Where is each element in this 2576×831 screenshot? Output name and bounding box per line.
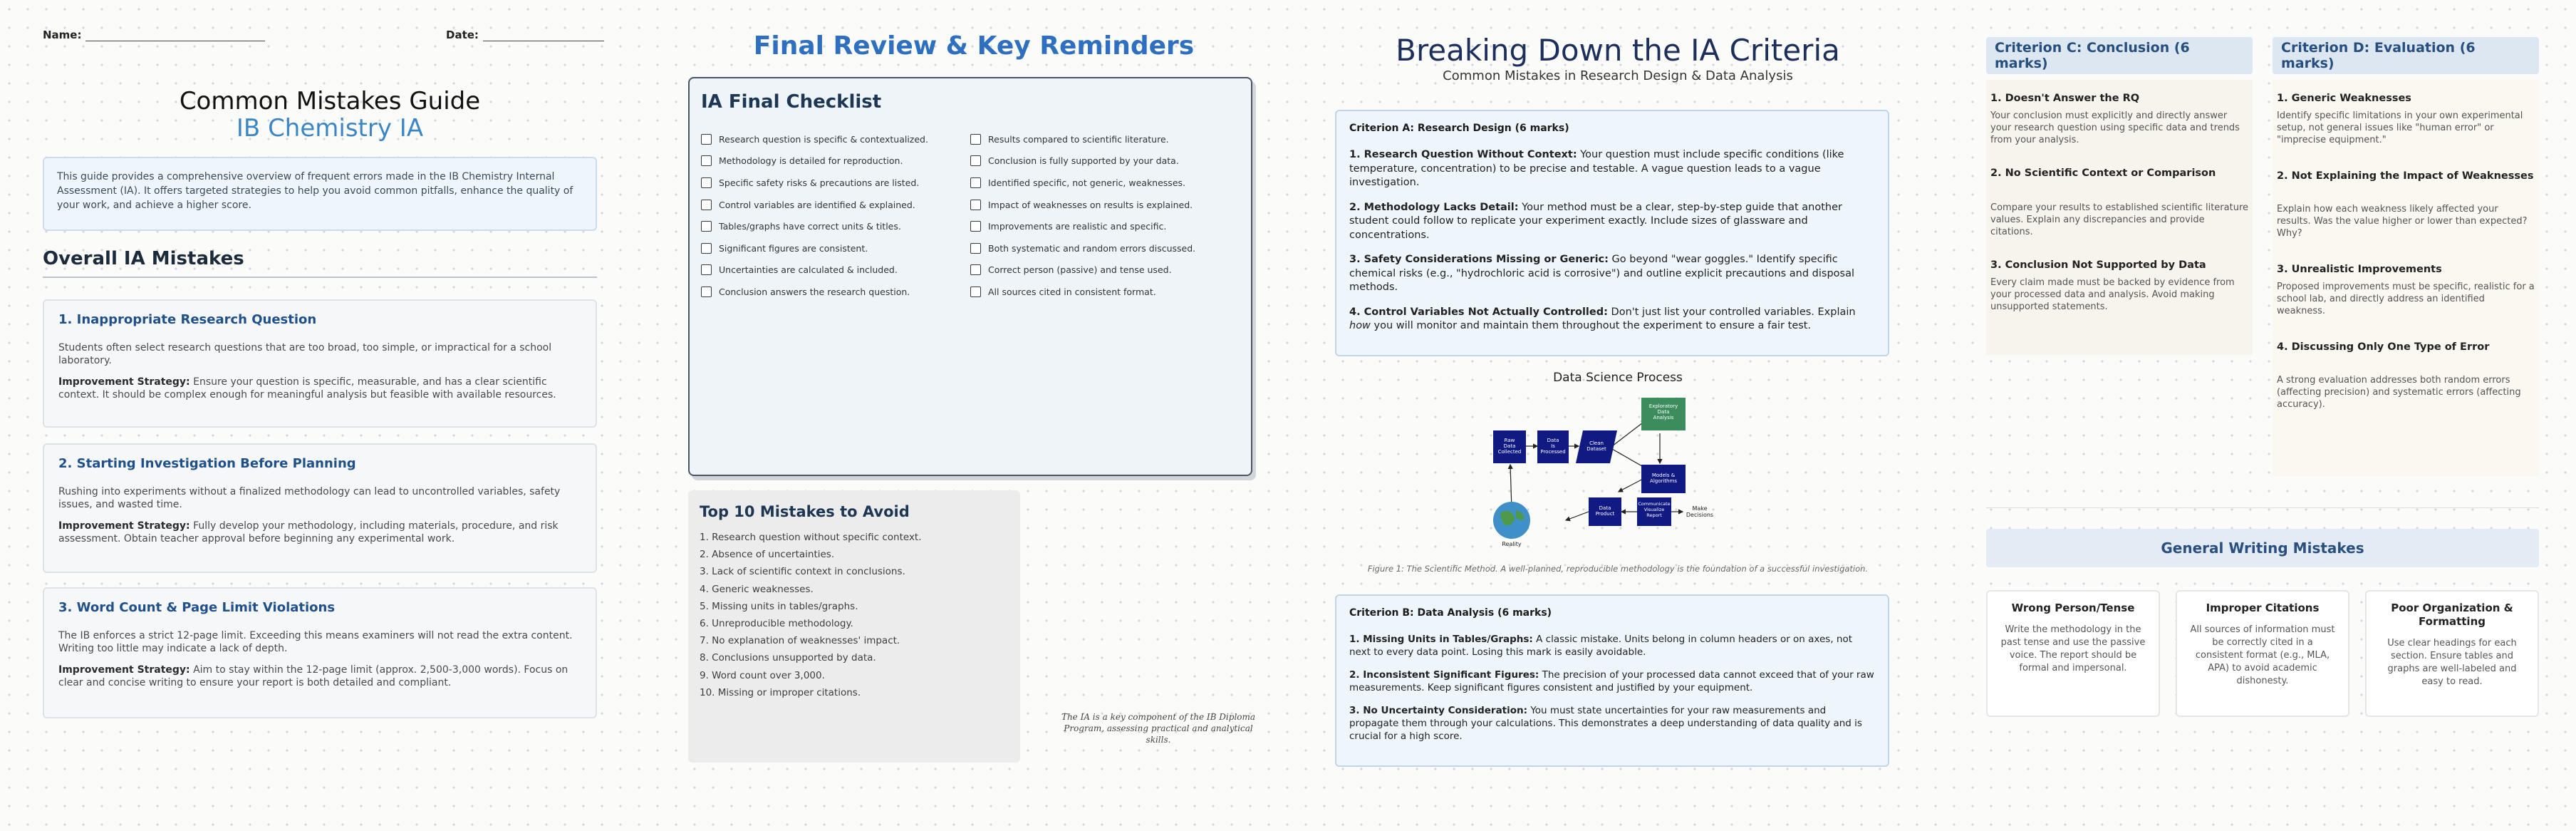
checkbox[interactable] <box>701 200 712 210</box>
card-text: Write the methodology in the past tense and use the passive voice. The report should be formal and impersonal. <box>2000 624 2146 673</box>
item-text: Every claim made must be backed by evidence from your processed data and analysis. Avoid making unsupported statements. <box>1990 277 2235 312</box>
page-final-review <box>660 0 1288 831</box>
node-report-label: Communicate Visualize Report <box>1638 501 1671 518</box>
checkbox[interactable] <box>701 177 712 188</box>
checklist-item[interactable] <box>701 194 970 216</box>
checklist-column-right <box>970 128 1240 303</box>
list-item: 2. Absence of uncertainties. <box>700 549 835 561</box>
strategy-label: Improvement Strategy: <box>58 664 190 676</box>
criterion-item <box>2273 341 2539 411</box>
general-divider <box>1986 507 2539 508</box>
checklist-label: Research question is specific & contextualized. <box>719 133 928 145</box>
checklist-label: Methodology is detailed for reproduction. <box>719 155 903 167</box>
checkbox[interactable] <box>970 264 981 275</box>
footnote: The IA is a key component of the IB Diploma Program, assessing practical and analytical skills. <box>1061 712 1256 745</box>
checkbox[interactable] <box>970 177 981 188</box>
node-reality-label: Reality <box>1502 541 1522 547</box>
criterion-item <box>1986 167 2253 238</box>
top10-box <box>688 490 1020 763</box>
criterion-item <box>1986 259 2253 313</box>
name-field[interactable] <box>43 29 265 41</box>
criterion-d-body <box>2273 80 2539 476</box>
date-label: Date: <box>446 29 479 41</box>
node-eda-label: Exploratory Data Analysis <box>1648 403 1678 420</box>
item-lead: 4. Control Variables Not Actually Controlled: <box>1349 306 1608 318</box>
name-date-row <box>43 29 628 48</box>
checklist-item[interactable] <box>701 172 970 194</box>
section-divider <box>43 277 597 278</box>
node-models-label: Models & Algorithms <box>1650 473 1677 484</box>
name-label: Name: <box>43 29 82 41</box>
item-text: You must state uncertainties for your raw measurements and propagate them through your calculations. This demonstrates a deep understanding of data quality and is crucial for a high score. <box>1349 705 1862 742</box>
checkbox[interactable] <box>970 200 981 210</box>
node-clean-dataset-label: Clean Dataset <box>1586 440 1606 452</box>
card-text: Use clear headings for each section. Ensure tables and graphs are well-labeled and easy to read. <box>2387 638 2517 687</box>
checklist-item[interactable] <box>970 215 1240 237</box>
item-text: Explain how each weakness likely affected your results. Was the value higher or lower than expected? Why? <box>2277 204 2528 239</box>
node-decisions-label: Make Decisions <box>1686 505 1714 518</box>
mistake-desc: Rushing into experiments without a finalized methodology can lead to uncontrolled variables, safety issues, and wasted time. <box>58 486 561 510</box>
criterion-d-column <box>2273 37 2539 476</box>
criterion-item <box>2273 93 2539 146</box>
item-title: 3. Unrealistic Improvements <box>2277 264 2442 275</box>
intro-box: This guide provides a comprehensive overview of frequent errors made in the IB Chemistry Internal Assessment (IA). It offers targeted strategies to help you avoid common pitfalls, enhance the quality of your work, and achieve a higher score. <box>43 157 597 231</box>
checklist-item[interactable] <box>701 259 970 282</box>
item-text: A classic mistake. Units belong in column headers or on axes, not next to every data point. Losing this mark is easily avoidable. <box>1349 634 1853 658</box>
criterion-a-item <box>1349 306 1875 334</box>
checklist-label: Specific safety risks & precautions are listed. <box>719 177 920 188</box>
criterion-a-item <box>1349 201 1875 243</box>
mistake-strategy <box>58 520 581 545</box>
item-text-emphasis: how <box>1349 320 1371 331</box>
mistake-strategy <box>58 664 581 689</box>
item-text: Compare your results to established scientific literature values. Explain any discrepancies and provide citations. <box>1990 202 2249 237</box>
checklist-item[interactable] <box>970 194 1240 216</box>
strategy-text: Fully develop your methodology, including materials, procedure, and risk assessment. Obtain teacher approval before beginning any experimental work. <box>58 520 559 544</box>
list-item: 5. Missing units in tables/graphs. <box>700 600 858 612</box>
page-criteria <box>1304 0 1932 831</box>
checkbox[interactable] <box>970 243 981 254</box>
checklist-item[interactable] <box>701 281 970 303</box>
checklist-label: Impact of weaknesses on results is explained. <box>988 199 1193 210</box>
checklist-label: Control variables are identified & explained. <box>719 199 915 210</box>
checklist-label: Conclusion answers the research question. <box>719 286 910 297</box>
criterion-item <box>2273 264 2539 317</box>
checklist-item[interactable] <box>701 128 970 150</box>
mistake-title: 2. Starting Investigation Before Planning <box>58 456 356 471</box>
checkbox[interactable] <box>701 287 712 297</box>
card-title: Wrong Person/Tense <box>2011 602 2135 614</box>
criterion-b-box <box>1335 594 1889 767</box>
top10-list <box>700 532 1009 704</box>
item-text: Identify specific limitations in your own experimental setup, not general issues like "human error" or "imprecise equipment." <box>2277 110 2523 145</box>
mistake-strategy <box>58 376 581 401</box>
general-writing-card <box>1986 590 2160 717</box>
page-subtitle: Common Mistakes in Research Design & Data Analysis <box>1443 68 1793 83</box>
item-lead: 3. No Uncertainty Consideration: <box>1349 705 1528 716</box>
date-line <box>483 30 604 41</box>
criterion-a-item <box>1349 253 1875 295</box>
list-item: 9. Word count over 3,000. <box>700 669 825 681</box>
mistake-card <box>43 587 597 718</box>
criterion-a-title: Criterion A: Research Design (6 marks) <box>1349 123 1569 134</box>
checkbox[interactable] <box>701 221 712 232</box>
criterion-b-item <box>1349 704 1875 743</box>
item-text: Your conclusion must explicitly and directly answer your research question using specific data and trends from your analysis. <box>1990 110 2240 145</box>
criterion-b-item <box>1349 669 1875 694</box>
diagram-title: Data Science Process <box>1553 371 1683 385</box>
checkbox[interactable] <box>970 221 981 232</box>
item-text: Your method must be a clear, step-by-step guide that another student could follow to replicate your experiment exactly. Include sizes of glassware and concentrations. <box>1349 201 1842 241</box>
item-title: 1. Generic Weaknesses <box>2277 93 2411 104</box>
checklist-label: Conclusion is fully supported by your data. <box>988 155 1179 167</box>
item-text: you will monitor and maintain them throughout the experiment to ensure a fair test. <box>1370 320 1812 331</box>
card-text: All sources of information must be correctly cited in a consistent format (e.g., MLA, APA) to avoid academic dishonesty. <box>2190 624 2335 686</box>
criterion-a-item <box>1349 148 1875 190</box>
checklist-item[interactable] <box>970 172 1240 194</box>
list-item: 10. Missing or improper citations. <box>700 686 861 698</box>
criterion-a-box <box>1335 110 1889 356</box>
list-item: 7. No explanation of weaknesses' impact. <box>700 635 900 647</box>
page-title: Final Review & Key Reminders <box>753 31 1195 61</box>
checkbox[interactable] <box>701 264 712 275</box>
data-science-process-diagram <box>1460 385 1774 549</box>
strategy-text: Aim to stay within the 12-page limit (approx. 2,500-3,000 words). Focus on clear and concise writing to ensure your report is both detailed and compliant. <box>58 664 568 688</box>
list-item: 1. Research question without specific context. <box>700 532 922 543</box>
checkbox[interactable] <box>701 155 712 166</box>
item-title: 4. Discussing Only One Type of Error <box>2277 341 2490 353</box>
mistake-desc: Students often select research questions that are too broad, too simple, or impractical for a school laboratory. <box>58 342 552 366</box>
criterion-b-title: Criterion B: Data Analysis (6 marks) <box>1349 607 1552 619</box>
section-title: Overall IA Mistakes <box>43 248 244 269</box>
checklist-label: Uncertainties are calculated & included. <box>719 264 898 276</box>
list-item: 8. Conclusions unsupported by data. <box>700 652 876 664</box>
checklist-label: Correct person (passive) and tense used. <box>988 264 1172 276</box>
item-text: The precision of your processed data cannot exceed that of your raw measurements. Keep significant figures consistent and justified by your equipment. <box>1349 669 1874 693</box>
item-title: 1. Doesn't Answer the RQ <box>1990 93 2140 104</box>
criterion-c-body <box>1986 80 2253 355</box>
checklist-item[interactable] <box>701 237 970 259</box>
figure-caption: Figure 1: The Scientific Method. A well-planned, reproducible methodology is the foundation of a successful investigation. <box>1367 564 1869 574</box>
checklist-item[interactable] <box>970 150 1240 172</box>
strategy-label: Improvement Strategy: <box>58 520 190 532</box>
page-title: Common Mistakes Guide <box>179 87 481 115</box>
criterion-c-title: Criterion C: Conclusion (6 marks) <box>1986 37 2253 74</box>
item-text: A strong evaluation addresses both random errors (affecting precision) and systematic errors (affecting accuracy). <box>2277 375 2521 410</box>
list-item: 6. Unreproducible methodology. <box>700 617 853 629</box>
item-title: 3. Conclusion Not Supported by Data <box>1990 259 2206 271</box>
page-subtitle: IB Chemistry IA <box>236 114 424 143</box>
general-writing-title: General Writing Mistakes <box>1986 529 2539 567</box>
criterion-d-title: Criterion D: Evaluation (6 marks) <box>2273 37 2539 74</box>
checklist-item[interactable] <box>970 128 1240 150</box>
criterion-c-column <box>1986 37 2253 355</box>
list-item: 3. Lack of scientific context in conclusions. <box>700 566 905 578</box>
node-processed-label: Data Is Processed <box>1540 438 1566 455</box>
item-title: 2. Not Explaining the Impact of Weaknesses <box>2277 170 2534 182</box>
criterion-b-item <box>1349 633 1875 659</box>
checklist-item[interactable] <box>970 281 1240 303</box>
general-writing-card <box>2176 590 2349 717</box>
item-text: Don't just list your controlled variables. Explain <box>1607 306 1856 318</box>
item-lead: 3. Safety Considerations Missing or Generic: <box>1349 254 1609 265</box>
checklist-column-left <box>701 128 970 303</box>
checkbox[interactable] <box>701 134 712 145</box>
checklist-item[interactable] <box>970 259 1240 282</box>
card-title: Improper Citations <box>2206 602 2320 614</box>
item-text: Go beyond "wear goggles." Identify specific chemical risks (e.g., "hydrochloric acid is corrosive") and outline explicit precautions and disposal methods. <box>1349 254 1855 293</box>
checklist-label: Both systematic and random errors discussed. <box>988 242 1196 254</box>
node-data-product-label: Data Product <box>1595 505 1615 517</box>
card-title: Poor Organization & Formatting <box>2391 602 2513 628</box>
mistake-card <box>43 299 597 428</box>
checklist-title: IA Final Checklist <box>701 91 882 113</box>
criterion-item <box>2273 170 2539 239</box>
checklist-label: Results compared to scientific literature. <box>988 133 1169 145</box>
checklist-item[interactable] <box>701 215 970 237</box>
top10-title: Top 10 Mistakes to Avoid <box>700 503 910 520</box>
mistake-title: 3. Word Count & Page Limit Violations <box>58 600 336 615</box>
item-lead: 2. Inconsistent Significant Figures: <box>1349 669 1539 681</box>
date-field[interactable] <box>446 29 604 41</box>
checkbox[interactable] <box>970 155 981 166</box>
list-item: 4. Generic weaknesses. <box>700 583 814 595</box>
node-raw-data-label: Raw Data Collected <box>1497 438 1522 455</box>
checklist-item[interactable] <box>701 150 970 172</box>
item-lead: 2. Methodology Lacks Detail: <box>1349 201 1519 213</box>
checkbox[interactable] <box>970 287 981 297</box>
item-lead: 1. Research Question Without Context: <box>1349 149 1577 160</box>
strategy-label: Improvement Strategy: <box>58 376 190 388</box>
checklist-item[interactable] <box>970 237 1240 259</box>
checklist-label: Tables/graphs have correct units & titles. <box>719 221 901 232</box>
item-text: Proposed improvements must be specific, realistic for a school lab, and directly address an identified weakness. <box>2277 282 2535 316</box>
checkbox[interactable] <box>701 243 712 254</box>
page-title: Breaking Down the IA Criteria <box>1396 33 1840 68</box>
checklist-label: Improvements are realistic and specific. <box>988 221 1167 232</box>
mistake-title: 1. Inappropriate Research Question <box>58 312 317 327</box>
name-line <box>85 30 265 41</box>
page-common-mistakes <box>16 0 644 831</box>
item-lead: 1. Missing Units in Tables/Graphs: <box>1349 634 1533 645</box>
strategy-text: Ensure your question is specific, measurable, and has a clear scientific context. It should be complex enough for meaningful analysis but feasible with available resources. <box>58 376 556 401</box>
item-title: 2. No Scientific Context or Comparison <box>1990 167 2216 179</box>
mistake-card <box>43 443 597 573</box>
item-text: Your question must include specific conditions (like temperature, concentration) to be precise and testable. A vague question leads to a vague investigation. <box>1349 149 1844 188</box>
checklist-label: Identified specific, not generic, weaknesses. <box>988 177 1185 188</box>
general-writing-card <box>2365 590 2539 717</box>
checkbox[interactable] <box>970 134 981 145</box>
page-criteria-cd <box>1948 0 2576 831</box>
criterion-item <box>1986 93 2253 146</box>
checklist-label: All sources cited in consistent format. <box>988 286 1156 297</box>
checklist-label: Significant figures are consistent. <box>719 242 868 254</box>
final-checklist <box>688 77 1252 476</box>
mistake-desc: The IB enforces a strict 12-page limit. Exceeding this means examiners will not read the extra content. Writing too little may indicate a lack of depth. <box>58 630 573 654</box>
